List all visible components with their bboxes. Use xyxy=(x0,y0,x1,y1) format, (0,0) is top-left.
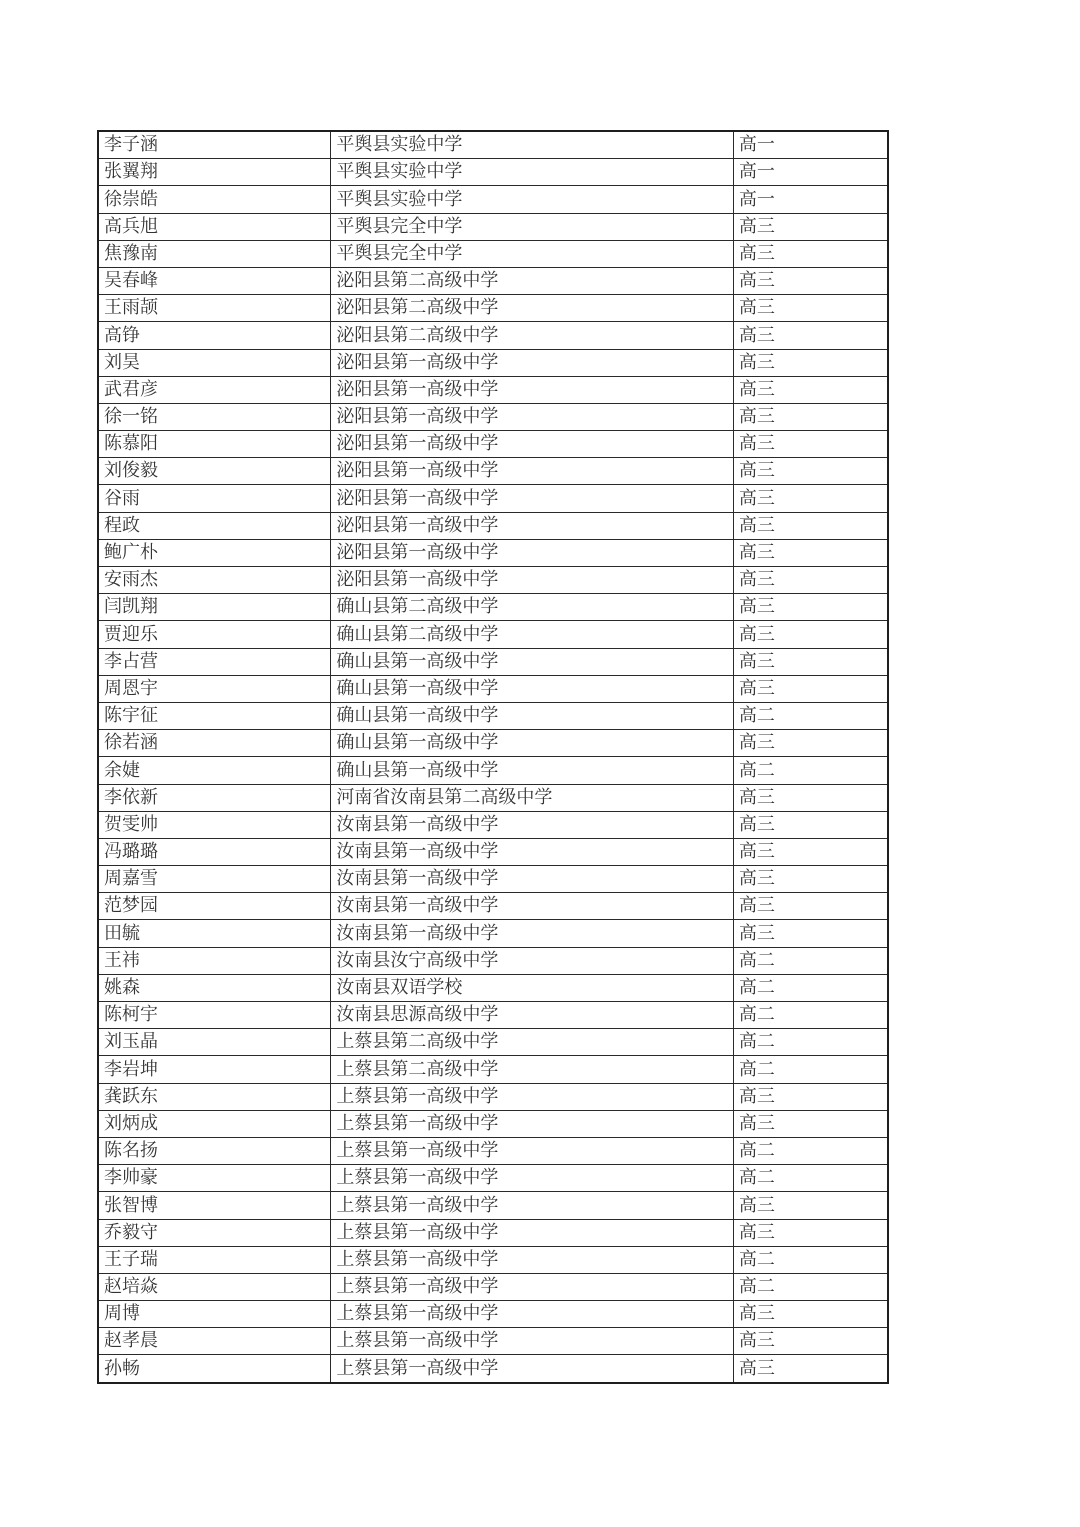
student-name-cell: 刘玉晶 xyxy=(98,1029,331,1056)
student-name-cell: 陈柯宇 xyxy=(98,1002,331,1029)
student-name-cell: 闫凯翔 xyxy=(98,594,331,621)
table-row xyxy=(98,458,888,485)
school-cell: 确山县第二高级中学 xyxy=(331,594,734,621)
table-row xyxy=(98,947,888,974)
grade-cell: 高三 xyxy=(733,1355,888,1383)
grade-cell: 高三 xyxy=(733,1328,888,1355)
table-row xyxy=(98,567,888,594)
student-name-cell: 陈名扬 xyxy=(98,1137,331,1164)
school-cell: 上蔡县第一高级中学 xyxy=(331,1165,734,1192)
table-row xyxy=(98,213,888,240)
student-name-cell: 武君彦 xyxy=(98,376,331,403)
student-name-cell: 贺雯帅 xyxy=(98,811,331,838)
student-name-cell: 王祎 xyxy=(98,947,331,974)
grade-cell: 高三 xyxy=(733,1083,888,1110)
school-cell: 泌阳县第二高级中学 xyxy=(331,267,734,294)
grade-cell: 高二 xyxy=(733,974,888,1001)
table-row xyxy=(98,1301,888,1328)
table-row xyxy=(98,1110,888,1137)
school-cell: 确山县第一高级中学 xyxy=(331,675,734,702)
student-name-cell: 徐崇皓 xyxy=(98,186,331,213)
school-cell: 上蔡县第一高级中学 xyxy=(331,1328,734,1355)
student-name-cell: 刘炳成 xyxy=(98,1110,331,1137)
student-name-cell: 谷雨 xyxy=(98,485,331,512)
table-row xyxy=(98,866,888,893)
grade-cell: 高二 xyxy=(733,702,888,729)
student-name-cell: 张翼翔 xyxy=(98,159,331,186)
table-row xyxy=(98,1083,888,1110)
table-row xyxy=(98,131,888,159)
school-cell: 上蔡县第一高级中学 xyxy=(331,1246,734,1273)
school-cell: 汝南县第一高级中学 xyxy=(331,838,734,865)
school-cell: 泌阳县第一高级中学 xyxy=(331,376,734,403)
grade-cell: 高三 xyxy=(733,784,888,811)
student-name-cell: 乔毅守 xyxy=(98,1219,331,1246)
table-row xyxy=(98,322,888,349)
school-cell: 汝南县第一高级中学 xyxy=(331,920,734,947)
student-name-cell: 陈宇征 xyxy=(98,702,331,729)
table-row xyxy=(98,838,888,865)
table-row xyxy=(98,702,888,729)
school-cell: 上蔡县第二高级中学 xyxy=(331,1056,734,1083)
table-row xyxy=(98,784,888,811)
grade-cell: 高三 xyxy=(733,431,888,458)
grade-cell: 高三 xyxy=(733,838,888,865)
student-name-cell: 焦豫南 xyxy=(98,240,331,267)
table-row xyxy=(98,512,888,539)
table-row xyxy=(98,186,888,213)
school-cell: 汝南县思源高级中学 xyxy=(331,1002,734,1029)
student-name-cell: 范梦园 xyxy=(98,893,331,920)
grade-cell: 高三 xyxy=(733,1219,888,1246)
student-name-cell: 程政 xyxy=(98,512,331,539)
grade-cell: 高二 xyxy=(733,1273,888,1300)
table-row xyxy=(98,1137,888,1164)
student-name-cell: 张智博 xyxy=(98,1192,331,1219)
grade-cell: 高一 xyxy=(733,159,888,186)
student-name-cell: 周嘉雪 xyxy=(98,866,331,893)
grade-cell: 高三 xyxy=(733,621,888,648)
table-row xyxy=(98,431,888,458)
grade-cell: 高三 xyxy=(733,1301,888,1328)
student-name-cell: 田毓 xyxy=(98,920,331,947)
table-row xyxy=(98,1192,888,1219)
table-row xyxy=(98,730,888,757)
school-cell: 上蔡县第二高级中学 xyxy=(331,1029,734,1056)
student-name-cell: 徐若涵 xyxy=(98,730,331,757)
grade-cell: 高三 xyxy=(733,403,888,430)
school-cell: 上蔡县第一高级中学 xyxy=(331,1273,734,1300)
grade-cell: 高一 xyxy=(733,131,888,159)
school-cell: 泌阳县第一高级中学 xyxy=(331,349,734,376)
school-cell: 泌阳县第一高级中学 xyxy=(331,431,734,458)
school-cell: 确山县第一高级中学 xyxy=(331,757,734,784)
table-row xyxy=(98,403,888,430)
student-name-cell: 李岩坤 xyxy=(98,1056,331,1083)
table-row xyxy=(98,757,888,784)
grade-cell: 高三 xyxy=(733,322,888,349)
grade-cell: 高二 xyxy=(733,1029,888,1056)
student-name-cell: 李占营 xyxy=(98,648,331,675)
student-name-cell: 赵孝晨 xyxy=(98,1328,331,1355)
school-cell: 泌阳县第一高级中学 xyxy=(331,403,734,430)
table-row xyxy=(98,539,888,566)
grade-cell: 高三 xyxy=(733,567,888,594)
school-cell: 平舆县实验中学 xyxy=(331,159,734,186)
school-cell: 汝南县第一高级中学 xyxy=(331,811,734,838)
table-row xyxy=(98,1165,888,1192)
student-name-cell: 姚森 xyxy=(98,974,331,1001)
school-cell: 泌阳县第一高级中学 xyxy=(331,567,734,594)
school-cell: 上蔡县第一高级中学 xyxy=(331,1301,734,1328)
student-name-cell: 刘昊 xyxy=(98,349,331,376)
grade-cell: 高三 xyxy=(733,1192,888,1219)
school-cell: 泌阳县第二高级中学 xyxy=(331,295,734,322)
student-name-cell: 高铮 xyxy=(98,322,331,349)
grade-cell: 高二 xyxy=(733,1137,888,1164)
grade-cell: 高三 xyxy=(733,349,888,376)
student-name-cell: 安雨杰 xyxy=(98,567,331,594)
school-cell: 汝南县汝宁高级中学 xyxy=(331,947,734,974)
school-cell: 泌阳县第二高级中学 xyxy=(331,322,734,349)
table-row xyxy=(98,1056,888,1083)
table-row xyxy=(98,974,888,1001)
school-cell: 平舆县实验中学 xyxy=(331,131,734,159)
school-cell: 上蔡县第一高级中学 xyxy=(331,1110,734,1137)
grade-cell: 高三 xyxy=(733,267,888,294)
student-name-cell: 贾迎乐 xyxy=(98,621,331,648)
table-row xyxy=(98,349,888,376)
grade-cell: 高三 xyxy=(733,512,888,539)
student-name-cell: 王雨颉 xyxy=(98,295,331,322)
grade-cell: 高三 xyxy=(733,1110,888,1137)
grade-cell: 高三 xyxy=(733,458,888,485)
student-list-table xyxy=(97,130,889,1384)
student-name-cell: 冯璐璐 xyxy=(98,838,331,865)
grade-cell: 高三 xyxy=(733,675,888,702)
grade-cell: 高三 xyxy=(733,295,888,322)
student-name-cell: 孙畅 xyxy=(98,1355,331,1383)
table-row xyxy=(98,267,888,294)
table-row xyxy=(98,295,888,322)
student-name-cell: 王子瑞 xyxy=(98,1246,331,1273)
table-row xyxy=(98,648,888,675)
school-cell: 平舆县实验中学 xyxy=(331,186,734,213)
grade-cell: 高三 xyxy=(733,594,888,621)
school-cell: 确山县第一高级中学 xyxy=(331,730,734,757)
school-cell: 平舆县完全中学 xyxy=(331,240,734,267)
student-name-cell: 李依新 xyxy=(98,784,331,811)
school-cell: 泌阳县第一高级中学 xyxy=(331,539,734,566)
school-cell: 泌阳县第一高级中学 xyxy=(331,458,734,485)
table-body xyxy=(98,131,888,1383)
table-row xyxy=(98,1002,888,1029)
student-name-cell: 刘俊毅 xyxy=(98,458,331,485)
table-row xyxy=(98,1328,888,1355)
grade-cell: 高二 xyxy=(733,1246,888,1273)
school-cell: 河南省汝南县第二高级中学 xyxy=(331,784,734,811)
grade-cell: 高三 xyxy=(733,539,888,566)
student-name-cell: 李子涵 xyxy=(98,131,331,159)
grade-cell: 高三 xyxy=(733,730,888,757)
table-row xyxy=(98,621,888,648)
student-name-cell: 鲍广朴 xyxy=(98,539,331,566)
grade-cell: 高三 xyxy=(733,893,888,920)
school-cell: 汝南县第一高级中学 xyxy=(331,893,734,920)
school-cell: 上蔡县第一高级中学 xyxy=(331,1137,734,1164)
grade-cell: 高二 xyxy=(733,947,888,974)
grade-cell: 高三 xyxy=(733,376,888,403)
table-row xyxy=(98,240,888,267)
school-cell: 汝南县第一高级中学 xyxy=(331,866,734,893)
school-cell: 上蔡县第一高级中学 xyxy=(331,1083,734,1110)
grade-cell: 高一 xyxy=(733,186,888,213)
student-name-cell: 龚跃东 xyxy=(98,1083,331,1110)
table-row xyxy=(98,811,888,838)
table-row xyxy=(98,675,888,702)
student-name-cell: 周恩宇 xyxy=(98,675,331,702)
student-name-cell: 徐一铭 xyxy=(98,403,331,430)
table-row xyxy=(98,594,888,621)
table-row xyxy=(98,159,888,186)
grade-cell: 高三 xyxy=(733,920,888,947)
student-name-cell: 陈慕阳 xyxy=(98,431,331,458)
school-cell: 泌阳县第一高级中学 xyxy=(331,485,734,512)
school-cell: 确山县第一高级中学 xyxy=(331,702,734,729)
table-row xyxy=(98,376,888,403)
table-row xyxy=(98,1219,888,1246)
student-name-cell: 吴春峰 xyxy=(98,267,331,294)
grade-cell: 高二 xyxy=(733,1002,888,1029)
table-row xyxy=(98,920,888,947)
table-row xyxy=(98,1029,888,1056)
grade-cell: 高三 xyxy=(733,811,888,838)
grade-cell: 高二 xyxy=(733,1165,888,1192)
grade-cell: 高三 xyxy=(733,240,888,267)
school-cell: 泌阳县第一高级中学 xyxy=(331,512,734,539)
grade-cell: 高三 xyxy=(733,485,888,512)
school-cell: 上蔡县第一高级中学 xyxy=(331,1219,734,1246)
school-cell: 上蔡县第一高级中学 xyxy=(331,1355,734,1383)
table-row xyxy=(98,485,888,512)
table-row xyxy=(98,1246,888,1273)
school-cell: 平舆县完全中学 xyxy=(331,213,734,240)
student-name-cell: 李帅豪 xyxy=(98,1165,331,1192)
table-row xyxy=(98,1273,888,1300)
grade-cell: 高三 xyxy=(733,213,888,240)
grade-cell: 高三 xyxy=(733,866,888,893)
grade-cell: 高二 xyxy=(733,1056,888,1083)
school-cell: 上蔡县第一高级中学 xyxy=(331,1192,734,1219)
school-cell: 汝南县双语学校 xyxy=(331,974,734,1001)
school-cell: 确山县第一高级中学 xyxy=(331,648,734,675)
grade-cell: 高二 xyxy=(733,757,888,784)
table-row xyxy=(98,1355,888,1383)
student-name-cell: 余婕 xyxy=(98,757,331,784)
grade-cell: 高三 xyxy=(733,648,888,675)
school-cell: 确山县第二高级中学 xyxy=(331,621,734,648)
student-name-cell: 高兵旭 xyxy=(98,213,331,240)
student-name-cell: 赵培焱 xyxy=(98,1273,331,1300)
student-name-cell: 周博 xyxy=(98,1301,331,1328)
table-row xyxy=(98,893,888,920)
